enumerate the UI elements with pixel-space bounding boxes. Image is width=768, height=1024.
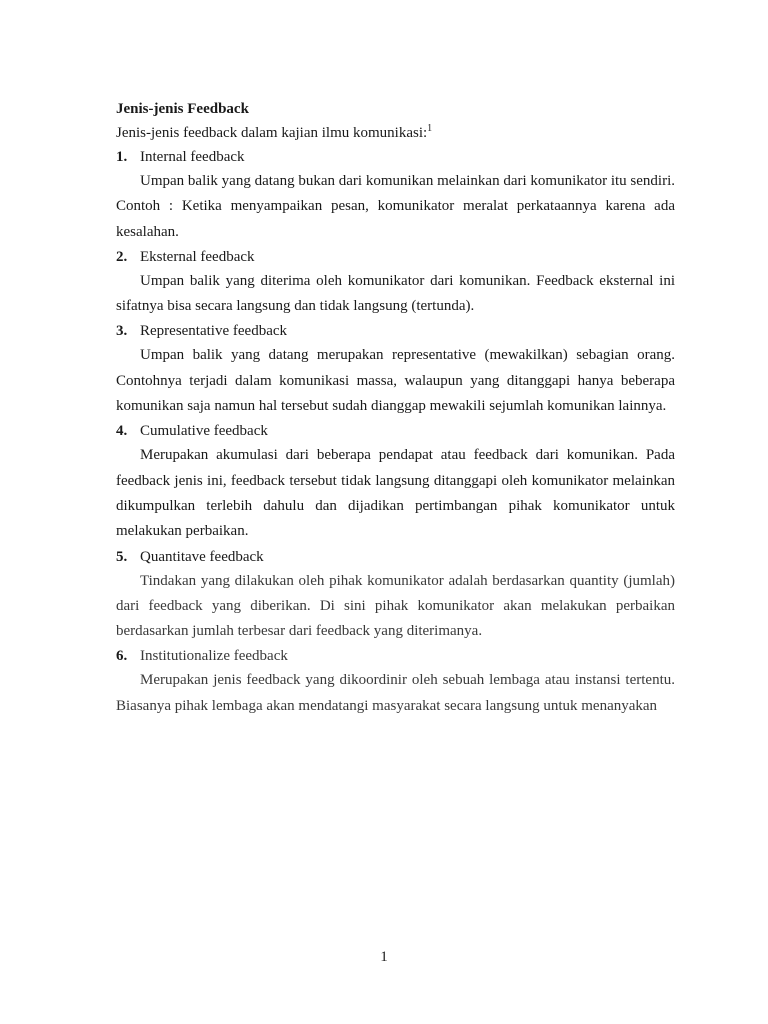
item-description: Umpan balik yang diterima oleh komunikator dari komunikan. Feedback eksternal ini sifatnya bisa secara langsung dan tidak langsung (tertunda). <box>116 272 675 315</box>
item-description: Merupakan akumulasi dari beberapa pendapat atau feedback dari komunikan. Pada feedback jenis ini, feedback tersebut tidak langsung ditanggapi oleh komunikator melainkan dikumpulkan terlebih dahulu dan dijadikan pertimbangan pihak komunikator untuk melakukan perbaikan. <box>116 447 675 540</box>
item-number: 4. <box>116 423 128 440</box>
feedback-item <box>116 644 675 719</box>
intro-text: Jenis-jenis feedback dalam kajian ilmu komunikasi: <box>116 125 428 141</box>
item-title-row <box>116 145 675 169</box>
feedback-item <box>116 419 675 544</box>
item-title-row <box>116 644 675 668</box>
document-body <box>116 97 675 719</box>
item-description: Umpan balik yang datang merupakan representative (mewakilkan) sebagian orang. Contohnya terjadi dalam komunikasi massa, walaupun yang ditanggapi hanya beberapa komunikan saja namun hal tersebut sudah dianggap mewakili sejumlah komunikan lainnya. <box>116 347 675 415</box>
footnote-marker: 1 <box>427 123 433 134</box>
feedback-item <box>116 245 675 320</box>
item-description: Umpan balik yang datang bukan dari komunikan melainkan dari komunikator itu sendiri. Contoh : Ketika menyampaikan pesan, komunikator meralat perkataannya karena ada kesalahan. <box>116 173 675 240</box>
item-title: Internal feedback <box>140 149 245 165</box>
page-number: 1 <box>380 949 388 965</box>
item-number: 2. <box>116 248 128 265</box>
item-number: 3. <box>116 323 128 340</box>
item-title-row <box>116 419 675 443</box>
item-title-row <box>116 545 675 569</box>
intro-line <box>116 121 675 145</box>
feedback-item <box>116 145 675 245</box>
item-title-row <box>116 319 675 343</box>
feedback-item <box>116 319 675 419</box>
item-description: Merupakan jenis feedback yang dikoordinir oleh sebuah lembaga atau instansi tertentu. Biasanya pihak lembaga akan mendatangi masyarakat secara langsung untuk menanyakan <box>116 672 675 714</box>
item-title: Institutionalize feedback <box>140 648 288 665</box>
item-number: 1. <box>116 149 128 165</box>
feedback-item <box>116 545 675 645</box>
section-heading: Jenis-jenis Feedback <box>116 101 249 117</box>
item-title: Cumulative feedback <box>140 423 268 440</box>
item-number: 6. <box>116 648 128 665</box>
item-number: 5. <box>116 548 128 565</box>
item-title: Quantitave feedback <box>140 548 264 565</box>
item-title-row <box>116 245 675 269</box>
item-title: Representative feedback <box>140 323 288 340</box>
item-title: Eksternal feedback <box>140 248 255 265</box>
item-description: Tindakan yang dilakukan oleh pihak komunikator adalah berdasarkan quantity (jumlah) dari feedback yang diberikan. Di sini pihak komunikator akan melakukan perbaikan berdasarkan jumlah terbesar dari feedback yang diterimanya. <box>116 572 675 640</box>
